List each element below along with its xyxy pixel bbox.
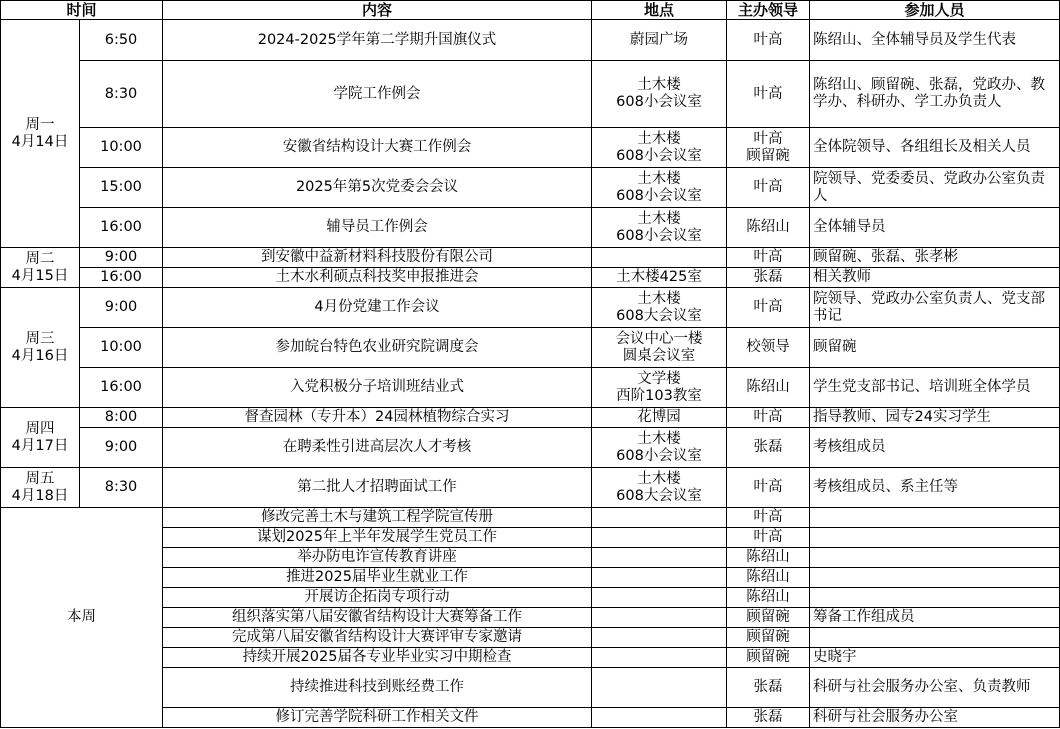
location-cell [592, 468, 727, 508]
location-cell [592, 128, 727, 168]
header-leader: 主办领导 [727, 1, 810, 20]
content-cell: 修订完善学院科研工作相关文件 [163, 708, 592, 728]
participants-cell: 史晓宇 [810, 648, 1060, 668]
location-line-1: 土木楼 [637, 170, 681, 187]
location-cell [592, 368, 727, 408]
content-cell: 持续推进科技到账经费工作 [163, 668, 592, 708]
leader-cell: 叶高 [727, 528, 810, 548]
participants-cell: 学生党支部书记、培训班全体学员 [810, 368, 1060, 408]
table-row [1, 248, 1060, 268]
content-cell: 2025年第5次党委会会议 [163, 168, 592, 208]
time-cell: 16:00 [80, 208, 163, 248]
location-cell [592, 168, 727, 208]
location-cell [592, 628, 727, 648]
leader-cell [727, 128, 810, 168]
header-participants: 参加人员 [810, 1, 1060, 20]
participants-cell: 陈绍山、顾留碗、张磊，党政办、教学办、科研办、学工办负责人 [810, 61, 1060, 128]
content-cell: 谋划2025年上半年发展学生党员工作 [163, 528, 592, 548]
content-cell: 督查园林（专升本）24园林植物综合实习 [163, 408, 592, 428]
leader-cell: 陈绍山 [727, 568, 810, 588]
participants-cell: 考核组成员、系主任等 [810, 468, 1060, 508]
table-row [1, 128, 1060, 168]
location-line-1: 土木楼 [637, 290, 681, 307]
leader-cell [727, 408, 810, 428]
leader-line-1: 叶高 [753, 85, 783, 102]
leader-cell [727, 288, 810, 328]
location-line-1: 会议中心一楼 [615, 330, 703, 347]
time-cell: 8:30 [80, 468, 163, 508]
location-cell [592, 548, 727, 568]
location-line-2: 608大会议室 [616, 487, 702, 504]
weekday-label: 周一 [25, 116, 55, 133]
day-cell-fri [1, 468, 80, 508]
time-cell: 9:00 [80, 428, 163, 468]
table-row [1, 288, 1060, 328]
location-line-1: 土木楼 [637, 77, 681, 93]
location-cell [592, 248, 727, 268]
day-cell-thu [1, 408, 80, 468]
content-cell: 学院工作例会 [163, 61, 592, 128]
time-cell: 6:50 [80, 20, 163, 61]
participants-cell: 全体院领导、各组组长及相关人员 [810, 128, 1060, 168]
content-cell: 安徽省结构设计大赛工作例会 [163, 128, 592, 168]
participants-cell [810, 548, 1060, 568]
leader-line-1: 叶高 [753, 409, 783, 425]
location-line-1: 土木楼 [637, 430, 681, 447]
leader-line-1: 叶高 [753, 299, 783, 315]
date-label: 4月14日 [11, 133, 69, 150]
header-time: 时间 [1, 1, 163, 20]
table-row [1, 61, 1060, 128]
content-cell: 土木水利硕点科技奖申报推进会 [163, 268, 592, 288]
participants-cell: 科研与社会服务办公室、负责教师 [810, 668, 1060, 708]
leader-line-1: 陈绍山 [746, 219, 790, 235]
participants-cell: 全体辅导员 [810, 208, 1060, 248]
location-line-1: 土木楼 [637, 130, 681, 147]
weekday-label: 周三 [25, 330, 55, 347]
weekday-label: 周二 [25, 250, 55, 267]
location-cell [592, 428, 727, 468]
participants-cell: 筹备工作组成员 [810, 608, 1060, 628]
content-cell: 2024-2025学年第二学期升国旗仪式 [163, 20, 592, 61]
table-row [1, 20, 1060, 61]
leader-cell [727, 248, 810, 268]
table-row [1, 268, 1060, 288]
location-line-2: 608小会议室 [616, 94, 702, 110]
content-cell: 在聘柔性引进高层次人才考核 [163, 428, 592, 468]
location-cell [592, 288, 727, 328]
location-cell [592, 328, 727, 368]
leader-line-2: 顾留碗 [746, 147, 790, 164]
location-cell [592, 708, 727, 728]
location-cell [592, 648, 727, 668]
participants-cell [810, 528, 1060, 548]
leader-cell: 顾留碗 [727, 608, 810, 628]
time-cell: 9:00 [80, 288, 163, 328]
date-label: 4月17日 [11, 437, 69, 454]
location-line-1: 土木楼 [637, 470, 681, 487]
location-cell [592, 588, 727, 608]
date-label: 4月15日 [11, 267, 69, 284]
table-row [1, 408, 1060, 428]
location-line-2: 608大会议室 [616, 307, 702, 324]
content-cell: 到安徽中益新材料科技股份有限公司 [163, 248, 592, 268]
leader-line-1: 叶高 [753, 130, 783, 147]
table-row [1, 168, 1060, 208]
leader-line-1: 校领导 [746, 339, 790, 355]
time-cell: 10:00 [80, 328, 163, 368]
content-cell: 辅导员工作例会 [163, 208, 592, 248]
time-cell: 16:00 [80, 368, 163, 408]
table-row [1, 328, 1060, 368]
leader-cell: 张磊 [727, 708, 810, 728]
leader-cell: 顾留碗 [727, 628, 810, 648]
day-cell-mon [1, 20, 80, 248]
header-location: 地点 [592, 1, 727, 20]
time-cell: 8:00 [80, 408, 163, 428]
time-cell: 9:00 [80, 248, 163, 268]
leader-cell: 陈绍山 [727, 588, 810, 608]
time-cell: 10:00 [80, 128, 163, 168]
participants-cell: 考核组成员 [810, 428, 1060, 468]
content-cell: 参加皖台特色农业研究院调度会 [163, 328, 592, 368]
participants-cell: 陈绍山、全体辅导员及学生代表 [810, 20, 1060, 61]
location-line-1: 蔚园广场 [630, 31, 689, 48]
table-row [1, 508, 1060, 528]
leader-cell [727, 328, 810, 368]
location-line-1: 花博园 [637, 409, 681, 425]
location-cell [592, 408, 727, 428]
header-content: 内容 [163, 1, 592, 20]
leader-line-1: 张磊 [753, 439, 783, 455]
leader-line-1: 陈绍山 [746, 379, 790, 395]
location-line-2: 608小会议室 [616, 187, 702, 204]
participants-cell: 院领导、党政办公室负责人、党支部书记 [810, 288, 1060, 328]
leader-cell [727, 428, 810, 468]
participants-cell [810, 628, 1060, 648]
content-cell: 4月份党建工作会议 [163, 288, 592, 328]
content-cell: 入党积极分子培训班结业式 [163, 368, 592, 408]
location-cell [592, 268, 727, 288]
content-cell: 第二批人才招聘面试工作 [163, 468, 592, 508]
content-cell: 举办防电诈宣传教育讲座 [163, 548, 592, 568]
time-cell: 8:30 [80, 61, 163, 128]
participants-cell [810, 588, 1060, 608]
location-line-2: 608小会议室 [616, 147, 702, 164]
table-row [1, 208, 1060, 248]
content-cell: 推进2025届毕业生就业工作 [163, 568, 592, 588]
participants-cell: 顾留碗 [810, 328, 1060, 368]
location-line-2: 608小会议室 [616, 447, 702, 464]
location-cell [592, 20, 727, 61]
date-label: 4月18日 [11, 487, 69, 504]
leader-cell [727, 208, 810, 248]
location-line-1: 文学楼 [637, 370, 681, 387]
header-row [1, 1, 1060, 20]
leader-cell [727, 20, 810, 61]
participants-cell: 科研与社会服务办公室 [810, 708, 1060, 728]
leader-cell [727, 168, 810, 208]
participants-cell: 相关教师 [810, 268, 1060, 288]
leader-cell [727, 61, 810, 128]
location-line-1: 土木楼 [637, 210, 681, 227]
location-cell [592, 61, 727, 128]
leader-line-1: 张磊 [753, 269, 783, 285]
content-cell: 修改完善土木与建筑工程学院宣传册 [163, 508, 592, 528]
table-row [1, 428, 1060, 468]
weekday-label: 周五 [25, 470, 55, 487]
location-cell [592, 668, 727, 708]
weekday-label: 周四 [25, 420, 55, 437]
participants-cell: 指导教师、园专24实习学生 [810, 408, 1060, 428]
leader-line-1: 叶高 [753, 179, 783, 195]
content-cell: 完成第八届安徽省结构设计大赛评审专家邀请 [163, 628, 592, 648]
location-cell [592, 608, 727, 628]
participants-cell [810, 508, 1060, 528]
leader-cell [727, 368, 810, 408]
leader-cell: 叶高 [727, 508, 810, 528]
leader-line-1: 叶高 [753, 249, 783, 265]
leader-cell [727, 468, 810, 508]
day-cell-wed [1, 288, 80, 408]
location-line-1: 土木楼425室 [616, 269, 702, 285]
content-cell: 组织落实第八届安徽省结构设计大赛筹备工作 [163, 608, 592, 628]
time-cell: 16:00 [80, 268, 163, 288]
location-cell [592, 528, 727, 548]
participants-cell: 院领导、党委委员、党政办公室负责人 [810, 168, 1060, 208]
leader-cell: 张磊 [727, 668, 810, 708]
location-cell [592, 208, 727, 248]
leader-cell [727, 268, 810, 288]
participants-cell [810, 568, 1060, 588]
date-label: 4月16日 [11, 347, 69, 364]
time-cell: 15:00 [80, 168, 163, 208]
content-cell: 开展访企拓岗专项行动 [163, 588, 592, 608]
location-line-2: 608小会议室 [616, 227, 702, 244]
day-cell-tue [1, 248, 80, 288]
leader-cell: 顾留碗 [727, 648, 810, 668]
location-cell [592, 508, 727, 528]
leader-cell: 陈绍山 [727, 548, 810, 568]
location-line-2: 西阶103教室 [616, 387, 702, 404]
location-cell [592, 568, 727, 588]
leader-line-1: 叶高 [753, 31, 783, 48]
table-row [1, 468, 1060, 508]
location-line-2: 圆桌会议室 [622, 347, 696, 364]
leader-line-1: 叶高 [753, 479, 783, 495]
participants-cell: 顾留碗、张磊、张孝彬 [810, 248, 1060, 268]
day-cell-week: 本周 [1, 508, 163, 728]
content-cell: 持续开展2025届各专业毕业实习中期检查 [163, 648, 592, 668]
table-row [1, 368, 1060, 408]
